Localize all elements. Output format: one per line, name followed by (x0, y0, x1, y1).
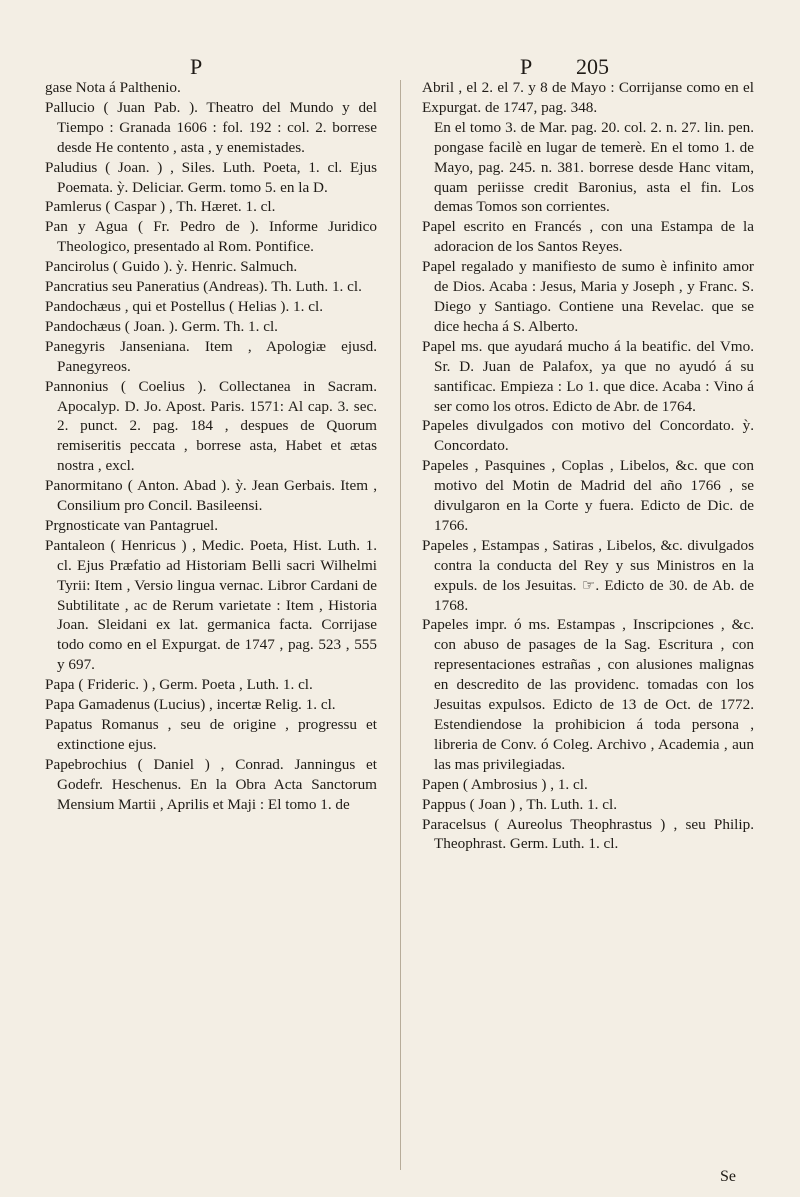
column-divider (400, 80, 401, 1170)
catchword: Se (720, 1168, 736, 1185)
entry: Pantaleon ( Henricus ) , Medic. Poeta, Hist. Luth. 1. cl. Ejus Præfatio ad Historiam Belli sacri Wilhelmi Tyrii: Item , Versio lingua vernac. Libror Cardani de Subtilitate , ac de Rerum varietate : Item , Historia Joan. Sleidani ex lat. germanica facta. Corrijase todo como en el Expurgat. de 1747 , pag. 523 , 555 y 697. (45, 536, 377, 674)
entry: Paracelsus ( Aureolus Theophrastus ) , seu Philip. Theophrast. Germ. Luth. 1. cl. (422, 815, 754, 853)
entry: Paludius ( Joan. ) , Siles. Luth. Poeta, 1. cl. Ejus Poemata. ỳ. Deliciar. Germ. tomo 5. en la D. (45, 158, 377, 196)
entry: Pan y Agua ( Fr. Pedro de ). Informe Juridico Theologico, presentado al Rom. Pontifice. (45, 218, 377, 256)
entry: Pandochæus , qui et Postellus ( Helias ). 1. cl. (45, 297, 323, 315)
entry: Papeles impr. ó ms. Estampas , Inscripciones , &c. con abuso de pasages de la Sag. Escritura , con representaciones estrañas , con alusiones malignas en descredito de las providenc. tomadas con los Jesuitas expulsos. Edicto de 13 de Oct. de 1772. Estendiendose la prohibicion á toda persona , libreria de Conv. ó Coleg. Archivo , Academia , aun las mas privilegiadas. (422, 616, 754, 773)
entry: Papel ms. que ayudará mucho á la beatific. del Vmo. Sr. D. Juan de Palafox, ya que no ayudó á su santificac. Empieza : Lo 1. que dice. Acaba : Vino á ser como los otros. Edicto de Abr. de 1764. (422, 337, 754, 415)
entry: Pannonius ( Coelius ). Collectanea in Sacram. Apocalyp. D. Jo. Apost. Paris. 1571: Al cap. 3. sec. 2. punct. 2. pag. 184 , despues de Quorum remiseritis peccata , borrese asta, Habet et ætas nostra , excl. (45, 377, 377, 475)
running-head-right: P (520, 54, 534, 79)
entry: Papel regalado y manifiesto de sumo è infinito amor de Dios. Acaba : Jesus, Maria y Joseph , y Franc. S. Diego y Santiago. Contiene una Revelac. que se dice hecha á S. Alberto. (422, 258, 754, 335)
entry: Papebrochius ( Daniel ) , Conrad. Janningus et Godefr. Heschenus. En la Obra Acta Sanctorum Mensium Martii , Aprilis et Maji : El tomo 1. de (45, 755, 377, 813)
entry: gase Nota á Palthenio. (45, 79, 181, 96)
entry: Papen ( Ambrosius ) , 1. cl. (422, 775, 588, 793)
right-column (422, 78, 754, 854)
entry: Papa Gamadenus (Lucius) , incertæ Relig. 1. cl. (45, 696, 336, 714)
entry: Papa ( Frideric. ) , Germ. Poeta , Luth. 1. cl. (45, 676, 313, 694)
running-head-left: P (190, 54, 204, 79)
entry: Pancirolus ( Guido ). ỳ. Henric. Salmuch. (45, 258, 298, 276)
entry: Panormitano ( Anton. Abad ). ỳ. Jean Gerbais. Item , Consilium pro Concil. Basileensi. (45, 477, 377, 515)
entry: Papeles , Pasquines , Coplas , Libelos, &c. que con motivo del Motin de Madrid del año 1766 , se divulgaron en la Corte y fuera. Edicto de Dic. de 1766. (422, 457, 754, 534)
entry: Papeles divulgados con motivo del Concordato. ỳ. Concordato. (422, 417, 754, 455)
left-column (45, 78, 377, 815)
entry: Prgnosticate van Pantagruel. (45, 516, 219, 534)
entry: Papatus Romanus , seu de origine , progressu et extinctione ejus. (45, 716, 377, 753)
page-number: 205 (576, 54, 609, 79)
entry: Pallucio ( Juan Pab. ). Theatro del Mundo y del Tiempo : Granada 1606 : fol. 192 : col. 2. borrese desde He contento , asta , y enemistades. (45, 98, 377, 156)
entry: Papeles , Estampas , Satiras , Libelos, &c. divulgados contra la conducta del Rey y sus Ministros en la expuls. de los Jesuitas. ☞. Edicto de 30. de Ab. de 1768. (422, 536, 754, 614)
entry: Pancratius seu Paneratius (Andreas). Th. Luth. 1. cl. (45, 278, 362, 296)
entry: Papel escrito en Francés , con una Estampa de la adoracion de los Santos Reyes. (422, 218, 754, 256)
entry: Abril , el 2. el 7. y 8 de Mayo : Corrijanse como en el Expurgat. de 1747, pag. 348. (422, 79, 754, 116)
entry: En el tomo 3. de Mar. pag. 20. col. 2. n. 27. lin. pen. pongase facilè en lugar de temerè. En el tomo 1. de Mayo, pag. 245. n. 381. borrese desde Hanc vitam, quam periisse credit Baronius, asta el fin. Los demas Tomos son corrientes. (434, 118, 754, 216)
entry: Pamlerus ( Caspar ) , Th. Hæret. 1. cl. (45, 198, 276, 216)
entry: Pandochæus ( Joan. ). Germ. Th. 1. cl. (45, 317, 278, 335)
entry: Pappus ( Joan ) , Th. Luth. 1. cl. (422, 795, 618, 813)
entry: Panegyris Janseniana. Item , Apologiæ ejusd. Panegyreos. (45, 337, 377, 375)
